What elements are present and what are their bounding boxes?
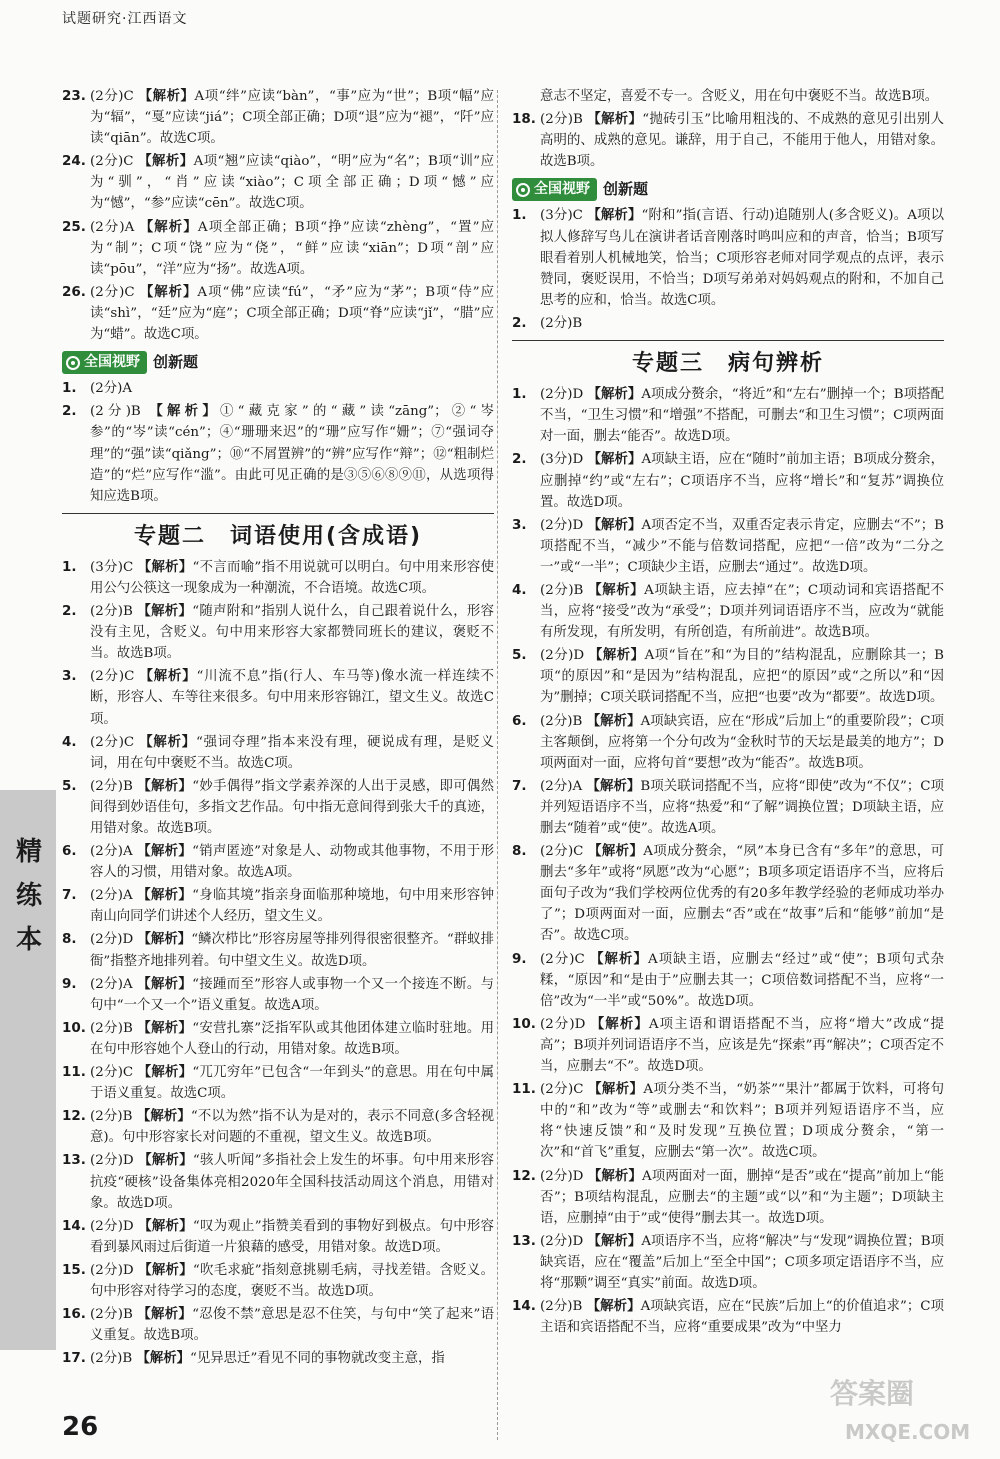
badge-label: 全国视野 [534, 181, 590, 198]
answer-score: (2分)D [540, 1016, 591, 1032]
analysis-label: 【解析】 [588, 1081, 644, 1098]
answer-number: 14. [62, 1217, 86, 1234]
side-label: 精练本 [15, 837, 42, 955]
target-icon [66, 356, 80, 370]
answer-item [512, 580, 944, 643]
answer-score: (2分)A [90, 381, 133, 397]
answer-number: 5. [512, 647, 527, 664]
analysis-label: 【解析】 [137, 558, 193, 575]
answer-number: 2. [512, 314, 527, 331]
analysis-label: 【解析】 [586, 712, 641, 729]
answer-score: (2分)C [540, 1082, 589, 1098]
answer-score: (2分)C [90, 154, 139, 170]
answer-item [512, 515, 944, 578]
analysis-label: 【解析】 [587, 516, 642, 533]
answer-score: (2分)B [90, 778, 138, 794]
analysis-label: 【解析】 [139, 733, 196, 750]
answer-score: (3分)C [540, 208, 588, 224]
analysis-label: 【解析】 [587, 386, 642, 403]
answer-item [62, 841, 494, 883]
answer-score: (2分)A [540, 778, 587, 794]
answer-score: (2分)C [90, 734, 140, 750]
analysis-label: 【解析】 [137, 603, 193, 620]
badge-label: 全国视野 [84, 354, 140, 371]
answer-list-right-top [512, 109, 944, 172]
column-divider [497, 90, 498, 1440]
answer-text: “销声匿迹”对象是人、动物或其他事物，不用于形容人的习惯，用错对象。故选A项。 [90, 844, 494, 881]
answer-item [62, 1062, 494, 1104]
answer-number: 10. [512, 1015, 536, 1032]
answer-number: 1. [512, 386, 527, 403]
answer-score: (2分)D [540, 387, 588, 403]
answer-number: 1. [512, 207, 527, 224]
answer-score: (2分)B [540, 315, 583, 331]
answer-number: 9. [62, 975, 77, 992]
answer-number: 16. [62, 1306, 86, 1323]
answer-text: A项否定不当，双重否定表示肯定，应删去“不”；B项搭配不当，“减少”不能与倍数词搭配，应把“一倍”改为“二分之一”或“一半”；C项缺少主语，应删去“通过”。故选D项。 [540, 517, 944, 575]
analysis-label: 【解析】 [588, 843, 644, 860]
answer-score: (2分)C [540, 844, 589, 860]
answer-score: (2分)A [90, 219, 140, 235]
badge-subtitle: 创新题 [153, 353, 199, 372]
answer-score: (2分)C [90, 284, 140, 300]
analysis-label: 【解析】 [590, 1015, 649, 1032]
answer-item [62, 86, 494, 149]
badge-row-1 [62, 351, 494, 374]
answer-score: (2分)B [90, 1109, 137, 1125]
answer-list-left-new [62, 378, 494, 507]
answer-list-section-3 [512, 384, 944, 1338]
answer-score: (2分)D [540, 517, 588, 533]
answer-item [62, 601, 494, 664]
answer-number: 4. [512, 581, 527, 598]
answer-item [512, 645, 944, 708]
answer-item [512, 313, 944, 334]
analysis-label: 【解析】 [139, 283, 198, 300]
left-column [62, 86, 494, 1371]
answer-text: A项成分赘余，“将近”和“左右”删掉一个；B项搭配不当，“卫生习惯”和“增强”不搭配，可删去“和卫生习惯”；C项两面对一面，删去“能否”。故选D项。 [540, 387, 944, 445]
answer-text: “骇人听闻”多指社会上发生的坏事。句中用来形容抗疫“硬核”设备集体亮相2020年全国科技活动周这个消息，用错对象。故选D项。 [90, 1153, 494, 1211]
answer-text: A项“翘”应读“qiào”，“明”应为“名”；B项“训”应为“驯”，“肖”应读“xiào”；C项全部正确；D项“憾”应为“憾”，“参”应读“cēn”。故选C项。 [90, 154, 494, 212]
answer-item [62, 557, 494, 599]
answer-text: “吹毛求疵”指刻意挑剔毛病，寻找差错。含贬义。句中形容对待学习的态度，褒贬不当。故选D项。 [90, 1262, 494, 1299]
answer-number: 17. [62, 1350, 86, 1367]
answer-number: 12. [62, 1108, 86, 1125]
answer-number: 25. [62, 218, 86, 235]
analysis-label: 【解析】 [587, 1167, 642, 1184]
analysis-label: 【解析】 [586, 777, 641, 794]
answer-item [512, 776, 944, 839]
answer-item [512, 449, 944, 512]
answer-number: 13. [62, 1152, 86, 1169]
answer-number: 7. [62, 887, 77, 904]
answer-item [62, 732, 494, 774]
answer-number: 3. [62, 668, 77, 685]
answer-text: A项缺宾语，应在“形成”后加上“的重要阶段”；C项主客颠倒，应将第一个分句改为“金秋时节的天坛是最美的地方”；D项两面对一面，应将句首“要想”改为“能否”。故选B项。 [540, 713, 944, 771]
answer-item [512, 1014, 944, 1077]
answer-text: “忍俊不禁”意思是忍不住笑，与句中“笑了起来”语义重复。故选B项。 [90, 1307, 494, 1344]
answer-item [62, 1304, 494, 1346]
answer-score: (2分)C [90, 89, 139, 104]
answer-score: (2分)B [540, 582, 589, 598]
answer-text: A项语序不当，应将“解决”与“发现”调换位置；B项缺宾语，应在“覆盖”后加上“至全中国”；C项多项定语语序不当，应将“那颗”调至“真实”前面。故选D项。 [540, 1233, 944, 1291]
answer-item [512, 1231, 944, 1294]
target-icon [516, 183, 530, 197]
continued-text: 意志不坚定，喜爱不专一。含贬义，用在句中褒贬不当。故选B项。 [540, 89, 939, 104]
answer-text: A项全部正确；B项“挣”应读“zhèng”，“置”应为“制”；C项“饶”应为“侥”，“鲜”应读“xiān”；D项“剖”应读“pōu”，“洋”应为“扬”。故选A项。 [90, 219, 494, 277]
answer-text: A项“佛”应读“fú”，“矛”应为“茅”；B项“侍”应读“shì”，“廷”应为“庭”；C项全部正确；D项“脊”应读“jǐ”，“腊”应为“蜡”。故选C项。 [90, 284, 495, 343]
answer-item [62, 776, 494, 839]
answer-item [512, 384, 944, 447]
analysis-label: 【解析】 [136, 1350, 191, 1367]
answer-text: A项成分赘余，“夙”本身已含有“多年”的意思，可删去“多年”或将“夙愿”改为“心愿”；B项多项定语语序不当，应将后面句子改为“我们学校两位优秀的有20多年教学经验的老师成功举办了”；D项两面对一面，应删去“否”或在“故事”后和“能够”前加“是否”。故选C项。 [540, 844, 944, 944]
answer-score: (2分)D [90, 1153, 139, 1169]
analysis-label: 【解析】 [137, 887, 193, 904]
answer-item [512, 949, 944, 1012]
answer-score: (2分)C [90, 1065, 138, 1081]
answer-item [512, 109, 944, 172]
answer-item [512, 841, 944, 946]
answer-score: (2分)D [90, 932, 138, 948]
answer-text: “强词夺理”指本来没有理，硬说成有理，是贬义词，用在句中褒贬不当。故选C项。 [90, 734, 494, 771]
answer-text: “兀兀穷年”已包含“一年到头”的意思。用在句中属于语义重复。故选C项。 [90, 1065, 494, 1102]
answer-number: 1. [62, 558, 77, 575]
answer-score: (2分)C [540, 951, 591, 967]
answer-text: A项缺主语，应删去“经过”或“使”；B项句式杂糅，“原因”和“是由于”应删去其一；C项倍数词搭配不当，应将“一倍”改为“一半”或“50%”。故选D项。 [540, 951, 944, 1009]
section-title-3: 专题三 病句辨析 [512, 340, 944, 374]
answer-item [62, 885, 494, 927]
answer-item [62, 974, 494, 1016]
analysis-label: 【解析】 [137, 1064, 193, 1081]
answer-score: (2分)D [540, 1168, 588, 1184]
answer-item [512, 1296, 944, 1338]
answer-text: A项缺主语，应在“随时”前加主语；B项成分赘余，应删掉“约”或“左右”；C项语序不当，应将“增长”和“复苏”调换位置。故选D项。 [540, 452, 945, 510]
answer-number: 6. [512, 712, 527, 729]
answer-score: (2分)C [90, 669, 140, 685]
answer-item [512, 711, 944, 774]
answer-text: “接踵而至”形容人或事物一个又一个接连不断。与句中“一个又一个”语义重复。故选A项。 [90, 976, 494, 1013]
answer-score: (2分)B [90, 1020, 138, 1036]
analysis-label: 【解析】 [137, 777, 193, 794]
answer-item [62, 1348, 494, 1369]
answer-number: 15. [62, 1261, 86, 1278]
answer-number: 6. [62, 843, 77, 860]
answer-text: “身临其境”指亲身面临那种境地，句中用来形容钟南山向同学们讲述个人经历，望文生义。 [90, 888, 494, 925]
answer-score: (2分)B [540, 112, 588, 128]
answer-score: (2分)B [540, 713, 587, 729]
answer-text: A项缺主语，应去掉“在”；C项动词和宾语搭配不当，应将“接受”改为“承受”；D项并列词语语序不当，应改为“就能有所发现，有所发明，有所创造，有所前进”。故选B项。 [540, 582, 945, 641]
analysis-label: 【解析】 [139, 668, 197, 685]
analysis-label: 【解析】 [138, 1152, 193, 1169]
answer-number: 7. [512, 777, 527, 794]
answer-number: 5. [62, 777, 77, 794]
answer-text: “随声附和”指别人说什么，自己跟着说什么，形容没有主见，含贬义。句中用来形容大家都赞同班长的建议，褒贬不当。故选B项。 [90, 604, 494, 662]
answer-score: (2分)D [540, 1233, 588, 1249]
page-number: 26 [62, 1412, 99, 1442]
right-column [512, 86, 944, 1340]
answer-score: (2分)A [90, 844, 138, 860]
analysis-label: 【解析】 [590, 950, 648, 967]
analysis-label: 【解析】 [136, 1108, 191, 1125]
answer-score: (2分)B [90, 1351, 137, 1367]
answer-item [62, 151, 494, 214]
answer-text: “川流不息”指(行人、车马等)像水流一样连续不断，形容人、车等往来很多。句中用来形容锦江，望文生义。故选C项。 [90, 669, 494, 727]
analysis-label: 【解析】 [139, 218, 198, 235]
answer-item [62, 1018, 494, 1060]
answer-text: A项两面对一面，删掉“是否”或在“提高”前加上“能否”；B项结构混乱，应删去“的主题”或“以”和“为主题”；D项缺主语，应删掉“由于”或“使得”删去其一。故选D项。 [540, 1168, 944, 1226]
badge-row-2 [512, 178, 944, 201]
analysis-label: 【解析】 [137, 1019, 193, 1036]
badge-subtitle-2: 创新题 [603, 180, 649, 199]
section-title-2: 专题二 词语使用(含成语) [62, 513, 494, 547]
answer-number: 24. [62, 153, 86, 170]
analysis-label: 【解析】 [138, 88, 195, 104]
answer-number: 13. [512, 1232, 536, 1249]
answer-number: 3. [512, 516, 527, 533]
answer-score: (2分)B [90, 604, 138, 620]
answer-item [512, 205, 944, 310]
answer-text: “见异思迁”看见不同的事物就改变主意，指 [190, 1351, 445, 1367]
analysis-label: 【解析】 [138, 1261, 193, 1278]
answer-item [62, 217, 494, 280]
answer-text: A项“绊”应读“bàn”，“事”应为“世”；B项“幅”应为“辐”，“戛”应读“jiá”；C项全部正确；D项“退”应为“褪”，“阡”应读“qiān”。故选C项。 [90, 89, 495, 147]
answer-number: 1. [62, 380, 77, 397]
answer-list-right-new [512, 205, 944, 334]
answer-number: 2. [512, 451, 527, 468]
answer-text: “抛砖引玉”比喻用粗浅的、不成熟的意见引出别人高明的、成熟的意见。谦辞，用于自己，不能用于他人，用错对象。故选B项。 [540, 112, 944, 170]
answer-score: (2分)A [90, 976, 138, 992]
answer-number: 10. [62, 1019, 86, 1036]
answer-text: “附和”指(言语、行动)追随别人(多含贬义)。A项以拟人修辞写鸟儿在演讲者话音刚落时鸣叫应和的声音，恰当；B项写眼看着别人机械地笑，恰当；C项形容老师对同学观点的点评，表示赞同，褒贬误用，不恰当；D项写弟弟对妈妈观点的附和，不加自己思考的应和，恰当。故选C项。 [540, 208, 944, 308]
answer-score: (2分)D [90, 1218, 139, 1234]
answer-text: A项主语和谓语搭配不当，应将“增大”改成“提高”；B项并列词语语序不当，应该是先“探索”再“解决”；C项否定不当，应删去“不”。故选D项。 [540, 1016, 944, 1075]
national-view-badge-2 [512, 178, 597, 201]
answer-number: 11. [512, 1081, 536, 1098]
watermark: 答案圈 [830, 1377, 915, 1410]
answer-score: (2分)D [90, 1262, 139, 1278]
page-header: 试题研究·江西语文 [62, 11, 188, 27]
answer-score: (2分)D [540, 648, 589, 664]
answer-item [62, 1106, 494, 1148]
answer-item [62, 929, 494, 971]
analysis-label: 【解析】 [137, 975, 193, 992]
answer-score: (2分)B [540, 1299, 587, 1315]
answer-score: (2分)A [90, 888, 138, 904]
answer-text: “安营扎寨”泛指军队或其他团体建立临时驻地。用在句中形容她个人登山的行动，用错对象。故选B项。 [90, 1020, 494, 1057]
analysis-label: 【解析】 [588, 581, 645, 598]
answer-text: B项关联词搭配不当，应将“即使”改为“不仅”；C项并列短语语序不当，应将“热爱”和“了解”调换位置；D项缺主语，应删去“随着”或“使”。故选A项。 [540, 778, 945, 836]
answer-text: “不言而喻”指不用说就可以明白。句中用来形容使用公勺公筷这一现象成为一种潮流，不合语境。故选C项。 [90, 559, 494, 596]
answer-score: (3分)C [90, 559, 138, 575]
answer-text: ①“藏克家”的“藏”读“zāng”；②“岑参”的“岑”读“cén”；④“珊珊来迟”的“珊”应写作“姗”；⑦“强词夺理”的“强”读“qiǎng”；⑩“不屑置辨”的“辨”应写作“辩”；⑫“粗制烂造”的“烂”应写作“滥”。由此可见正确的是③⑤⑥⑧⑨⑪，从选项得知应选B项。 [90, 404, 494, 504]
answer-number: 23. [62, 88, 86, 104]
answer-list-section-2 [62, 557, 494, 1369]
answer-text: “妙手偶得”指文学素养深的人出于灵感，即可偶然间得到妙语佳句，多指文艺作品。句中指无意间得到张大千的真迹，用错对象。故选B项。 [90, 778, 494, 836]
answer-number: 2. [62, 603, 77, 620]
answer-number: 9. [512, 950, 527, 967]
answer-number: 14. [512, 1298, 536, 1315]
answer-number: 18. [512, 111, 536, 128]
answer-number: 12. [512, 1167, 536, 1184]
analysis-label: 【解析】 [587, 111, 643, 128]
analysis-label: 【解析】 [137, 843, 193, 860]
answer-number: 2. [62, 403, 77, 420]
analysis-label: 【解析】 [137, 931, 192, 948]
analysis-label: 【解析】 [137, 1306, 193, 1323]
answer-number: 8. [62, 931, 77, 948]
analysis-label: 【解析】 [586, 1298, 641, 1315]
answer-number: 26. [62, 283, 86, 300]
analysis-label: 【解析】 [587, 207, 642, 224]
answer-score: (2分)B [90, 404, 150, 420]
answer-score: (2分)B [90, 1307, 138, 1323]
watermark-url: MXQE.COM [845, 1420, 971, 1444]
answer-item [62, 282, 494, 345]
analysis-label: 【解析】 [587, 451, 642, 468]
answer-item [512, 1166, 944, 1229]
answer-text: “不以为然”指不认为是对的，表示不同意(多含轻视意)。句中形容家长对问题的不重视，望文生义。故选B项。 [90, 1109, 494, 1146]
answer-number: 4. [62, 733, 77, 750]
answer-list-left-top [62, 86, 494, 345]
answer-item [512, 1079, 944, 1163]
analysis-label: 【解析】 [588, 647, 645, 664]
analysis-label: 【解析】 [149, 403, 220, 420]
answer-text: A项分类不当，“奶茶”“果汁”都属于饮料，可将句中的“和”改为“等”或删去“和饮料”；B项并列短语语序不当，应将“快速反馈”和“及时发现”互换位置；D项成分赘余，“第一次”和“首飞”重复，应删去“第一次”。故选C项。 [540, 1082, 944, 1161]
answer-text: A项缺宾语，应在“民族”后加上“的价值追求”；C项主语和宾语搭配不当，应将“重要成果”改为“中坚力 [540, 1299, 944, 1336]
analysis-label: 【解析】 [138, 153, 194, 170]
analysis-label: 【解析】 [587, 1232, 642, 1249]
answer-item [62, 378, 494, 399]
answer-item [62, 1216, 494, 1258]
answer-score: (3分)D [540, 452, 588, 468]
answer-item [62, 1260, 494, 1302]
answer-number: 8. [512, 843, 527, 860]
answer-number: 11. [62, 1064, 86, 1081]
answer-text: A项“旨在”和“为目的”结构混乱，应删除其一；B项“的原因”和“是因为”结构混乱，应把“的原因”或“之所以”和“因为”删掉；C项关联词搭配不当，应把“也要”改为“都要”。故选D项。 [540, 648, 944, 706]
national-view-badge [62, 351, 147, 374]
answer-item [62, 401, 494, 506]
answer-text: “鳞次栉比”形容房屋等排列得很密很整齐。“群蚁排衙”指整齐地排列着。句中望文生义。故选D项。 [90, 932, 494, 969]
answer-text: “叹为观止”指赞美看到的事物好到极点。句中形容看到暴风雨过后街道一片狼藉的感受，用错对象。故选D项。 [90, 1218, 494, 1255]
answer-item [62, 1150, 494, 1213]
answer-item [62, 666, 494, 729]
analysis-label: 【解析】 [138, 1217, 193, 1234]
